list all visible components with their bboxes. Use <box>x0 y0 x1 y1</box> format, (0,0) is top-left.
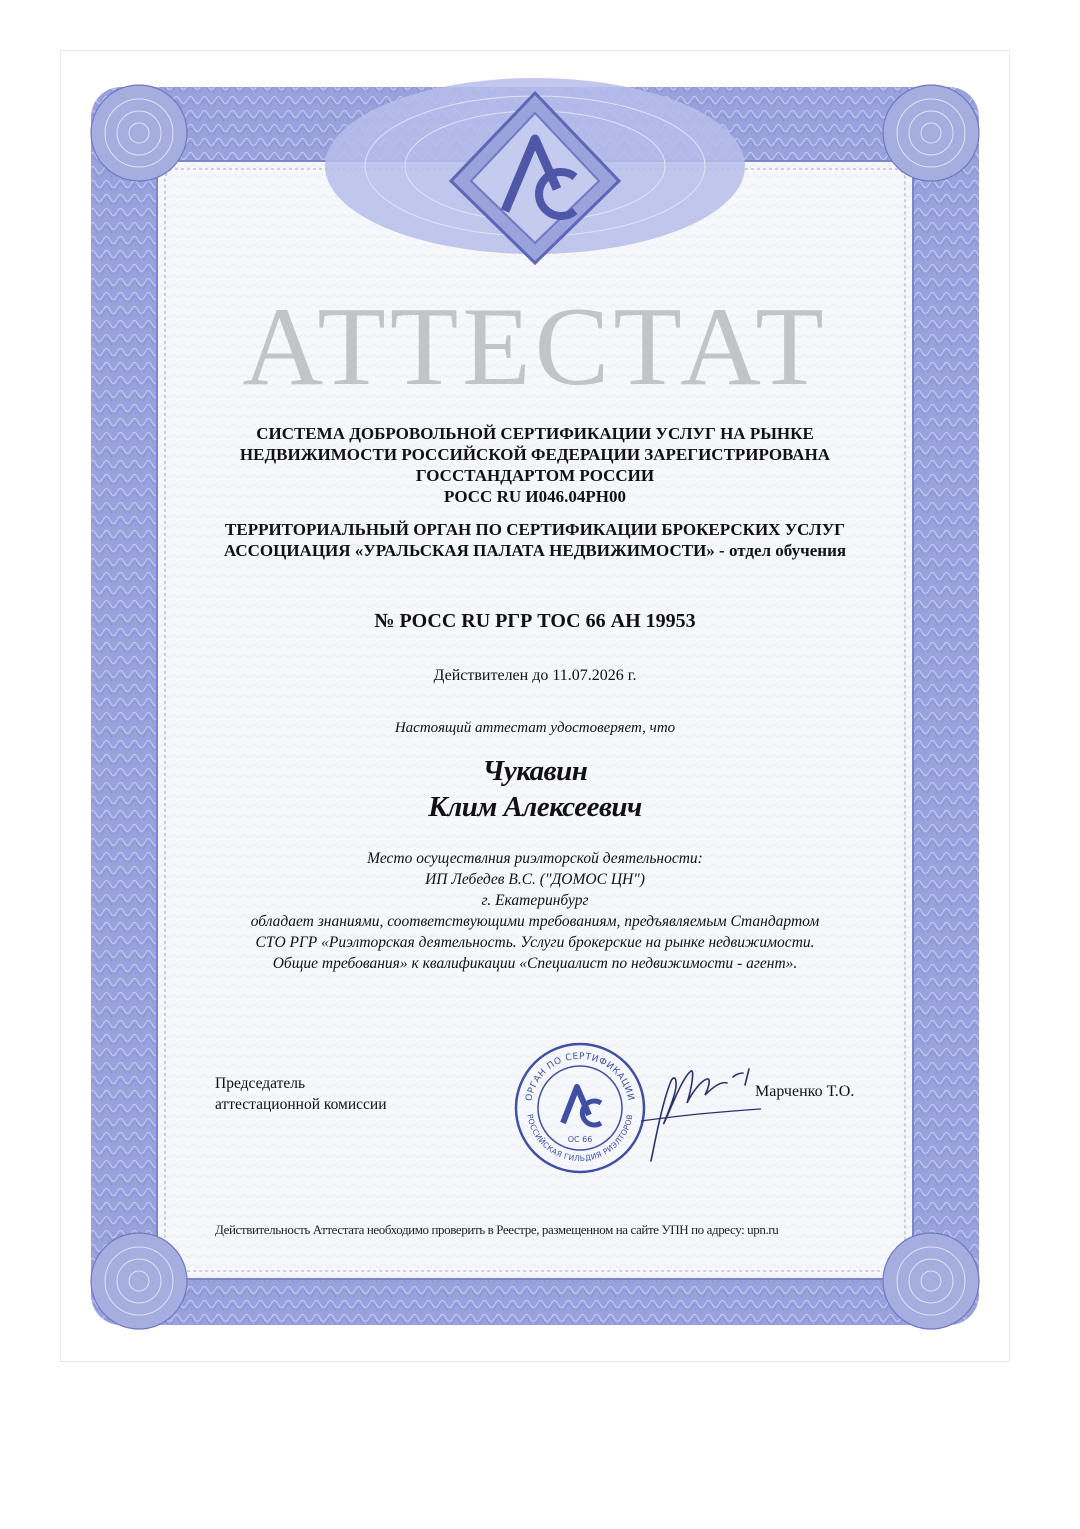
body-line-3: г. Екатеринбург <box>481 892 589 909</box>
signatory-name: Марченко Т.О. <box>755 1083 855 1100</box>
header-line-3: ГОССТАНДАРТОМ РОССИИ <box>415 466 655 485</box>
body-line-1: Место осуществлния риэлторской деятельности: <box>367 850 703 867</box>
body-line-2: ИП Лебедев В.С. ("ДОМОС ЦН") <box>425 871 645 888</box>
valid-until: Действителен до 11.07.2026 г. <box>433 667 637 684</box>
holder-surname: Чукавин <box>482 755 588 787</box>
watermark-title: АТТЕСТАТ <box>242 285 828 409</box>
signature-icon <box>621 1051 781 1171</box>
body-line-4: обладает знаниями, соответствующими требованиям, предъявляемым Стандартом <box>250 913 820 930</box>
certifies-statement: Настоящий аттестат удостоверяет, что <box>394 720 676 736</box>
authority-line-2: АССОЦИАЦИЯ «УРАЛЬСКАЯ ПАЛАТА НЕДВИЖИМОСТИ» - отдел обучения <box>223 541 847 560</box>
certificate-sheet <box>60 50 1010 1362</box>
registry-check-note: Действительность Аттестата необходимо проверить в Реестре, размещенном на сайте УПН по адресу: upn.ru <box>215 1222 779 1237</box>
header-line-2: НЕДВИЖИМОСТИ РОССИЙСКОЙ ФЕДЕРАЦИИ ЗАРЕГИСТРИРОВАНА <box>239 445 831 464</box>
stamp-code: ОС 66 <box>567 1135 593 1144</box>
certificate-number: № РОСС RU РГР ТОС 66 АН 19953 <box>374 610 696 632</box>
body-line-5: СТО РГР «Риэлторская деятельность. Услуги брокерские на рынке недвижимости. <box>255 934 815 951</box>
header-line-1: СИСТЕМА ДОБРОВОЛЬНОЙ СЕРТИФИКАЦИИ УСЛУГ НА РЫНКЕ <box>256 424 814 443</box>
stamp-ring-top: ОРГАН ПО СЕРТИФИКАЦИИ <box>524 1051 636 1102</box>
header-registration-code: РОСС RU И046.04РН00 <box>444 487 626 506</box>
signatory-title-line-1: Председатель <box>215 1075 306 1092</box>
authority-line-1: ТЕРРИТОРИАЛЬНЫЙ ОРГАН ПО СЕРТИФИКАЦИИ БРОКЕРСКИХ УСЛУГ <box>225 520 845 539</box>
stamp-ring-bottom: РОССИЙСКАЯ ГИЛЬДИЯ РИЭЛТОРОВ <box>525 1113 635 1164</box>
signatory-title-line-2: аттестационной комиссии <box>215 1096 387 1113</box>
signatory-title <box>215 1073 387 1115</box>
holder-given-names: Клим Алексеевич <box>428 791 642 823</box>
body-line-6: Общие требования» к квалификации «Специалист по недвижимости - агент». <box>272 955 798 972</box>
